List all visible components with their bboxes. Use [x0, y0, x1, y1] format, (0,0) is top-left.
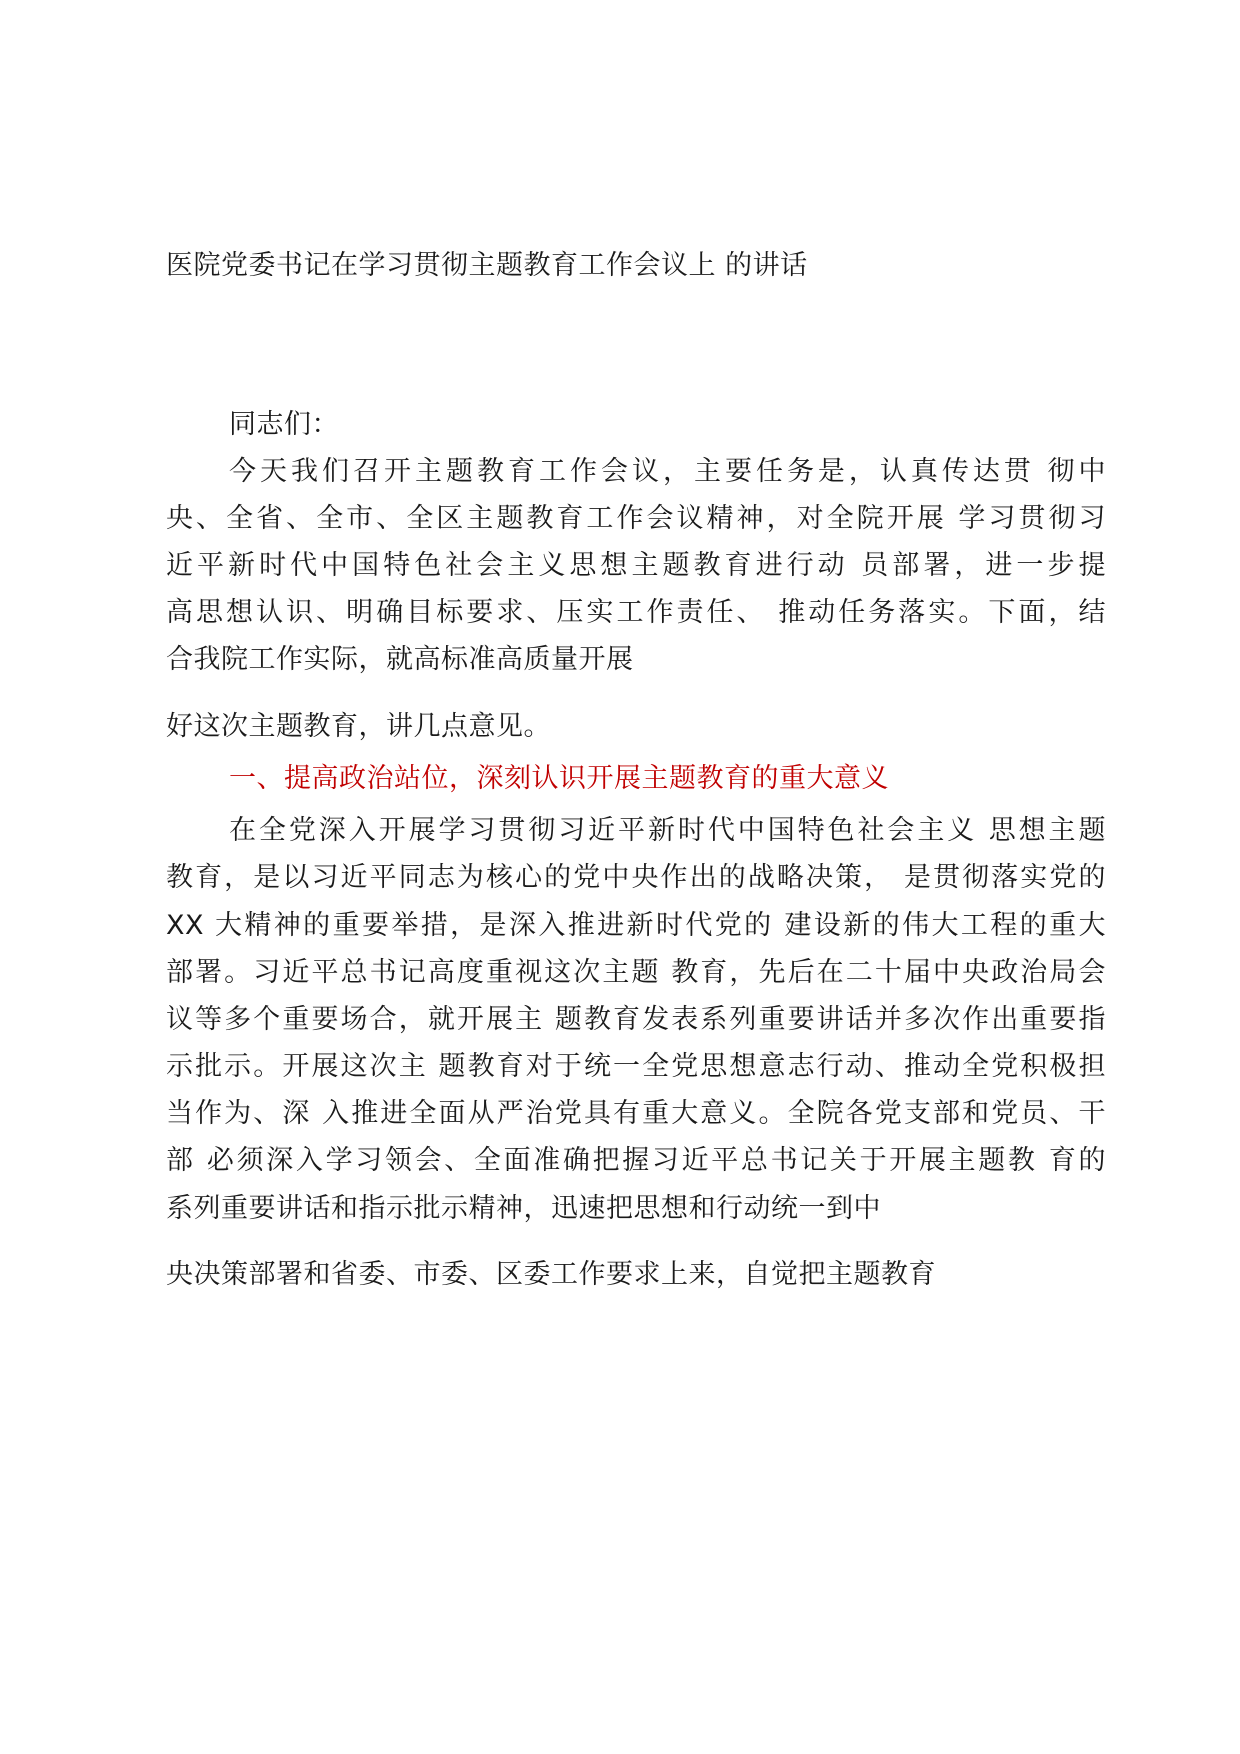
paragraph-line: 近平新时代中国特色社会主义思想主题教育进行动 员部署，进一步提	[166, 550, 1106, 581]
paragraph-line: 合我院工作实际，就高标准高质量开展	[166, 644, 634, 675]
paragraph-line: 部署。习近平总书记高度重视这次主题 教育，先后在二十届中央政治局会	[166, 957, 1106, 988]
salutation: 同志们：	[229, 409, 339, 440]
paragraph-line: 议等多个重要场合，就开展主 题教育发表系列重要讲话并多次作出重要指	[166, 1004, 1106, 1035]
paragraph-line: 在全党深入开展学习贯彻习近平新时代中国特色社会主义 思想主题	[229, 815, 1106, 846]
section-heading: 一、提高政治站位，深刻认识开展主题教育的重大意义	[229, 763, 889, 794]
paragraph-line: 高思想认识、明确目标要求、压实工作责任、 推动任务落实。下面，结	[166, 597, 1106, 628]
paragraph-line: 系列重要讲话和指示批示精神，迅速把思想和行动统一到中	[166, 1193, 881, 1224]
paragraph-line: 部 必须深入学习领会、全面准确把握习近平总书记关于开展主题教 育的	[166, 1145, 1106, 1176]
paragraph-line: 央决策部署和省委、市委、区委工作要求上来，自觉把主题教育	[166, 1259, 936, 1290]
paragraph-line: 今天我们召开主题教育工作会议，主要任务是，认真传达贯 彻中	[229, 456, 1106, 487]
paragraph-line: 央、全省、全市、全区主题教育工作会议精神，对全院开展 学习贯彻习	[166, 503, 1106, 534]
document-title: 医院党委书记在学习贯彻主题教育工作会议上 的讲话	[166, 250, 808, 281]
paragraph-line: 示批示。开展这次主 题教育对于统一全党思想意志行动、推动全党积极担	[166, 1051, 1106, 1082]
paragraph-line: XX 大精神的重要举措，是深入推进新时代党的 建设新的伟大工程的重大	[166, 910, 1106, 941]
paragraph-line: 教育，是以习近平同志为核心的党中央作出的战略决策， 是贯彻落实党的	[166, 862, 1106, 893]
paragraph-line: 当作为、深 入推进全面从严治党具有重大意义。全院各党支部和党员、干	[166, 1098, 1106, 1129]
paragraph-line: 好这次主题教育，讲几点意见。	[166, 711, 551, 742]
